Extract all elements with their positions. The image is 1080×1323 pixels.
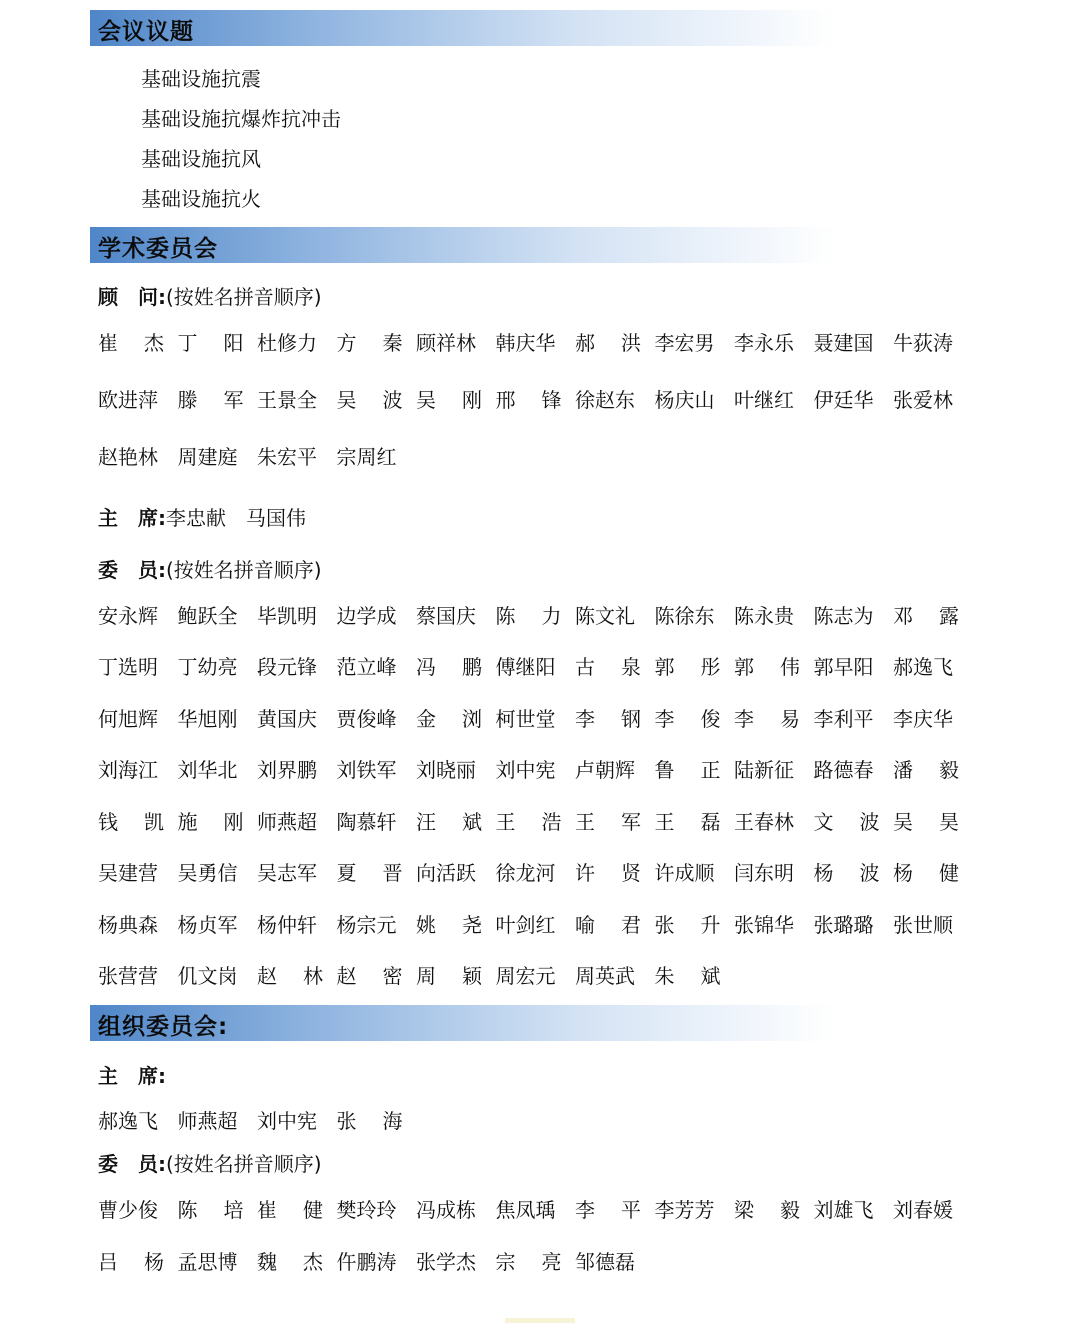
person-name: 李宏男	[654, 331, 715, 355]
person-name: 樊玲玲	[336, 1198, 397, 1222]
person-name: 周英武	[575, 964, 635, 988]
person-name: 邢 锋	[495, 388, 562, 412]
person-name: 范立峰	[336, 655, 397, 679]
person-name: 郝逸飞	[893, 655, 953, 679]
person-name: 邹德磊	[575, 1250, 635, 1274]
person-name: 宗 亮	[495, 1250, 562, 1274]
advisors-label: 顾 问:	[98, 285, 166, 309]
person-name: 杨仲轩	[257, 913, 317, 937]
person-name: 毕凯明	[257, 604, 317, 628]
person-name: 刘界鹏	[257, 758, 317, 782]
person-name: 丁选明	[98, 655, 158, 679]
person-name: 华旭刚	[177, 707, 238, 731]
person-name: 王景全	[257, 388, 317, 412]
person-name: 杨 健	[893, 861, 959, 885]
person-name: 施 刚	[177, 810, 244, 834]
person-name: 杨 波	[813, 861, 880, 885]
academic-header	[90, 227, 835, 263]
topic-item: 基础设施抗爆炸抗冲击	[141, 107, 341, 131]
person-name: 王春林	[734, 810, 794, 834]
person-name: 陈 培	[177, 1198, 244, 1222]
person-name: 朱 斌	[654, 964, 721, 988]
person-name: 张营营	[98, 964, 158, 988]
person-name: 姚 尧	[416, 913, 482, 937]
person-name: 陈徐东	[654, 604, 715, 628]
person-name: 刘晓丽	[416, 758, 476, 782]
organizing-members-label: 委 员:	[98, 1152, 166, 1176]
person-name: 郭 伟	[734, 655, 800, 679]
person-name: 仵鹏涛	[336, 1250, 397, 1274]
person-name: 宗周红	[336, 445, 397, 469]
person-name: 吴志军	[257, 861, 317, 885]
person-name: 何旭辉	[98, 707, 158, 731]
person-name: 蔡国庆	[416, 604, 476, 628]
topic-item: 基础设施抗火	[141, 187, 261, 211]
person-name: 许成顺	[654, 861, 715, 885]
person-name: 吴 波	[336, 388, 403, 412]
person-name: 郭 彤	[654, 655, 721, 679]
person-name: 王 磊	[654, 810, 721, 834]
person-name: 安永辉	[98, 604, 158, 628]
person-name: 文 波	[813, 810, 880, 834]
person-name: 钱 凯	[98, 810, 164, 834]
organizing-title: 组织委员会:	[98, 1014, 229, 1040]
topic-item: 基础设施抗震	[141, 67, 261, 91]
person-name: 李 平	[575, 1198, 641, 1222]
advisors-label-line	[98, 281, 322, 310]
person-name: 冯成栋	[416, 1198, 476, 1222]
person-name: 欧进萍	[98, 388, 158, 412]
person-name: 滕 军	[177, 388, 244, 412]
person-name: 张世顺	[893, 913, 953, 937]
person-name: 孟思博	[177, 1250, 238, 1274]
person-name: 刘海江	[98, 758, 158, 782]
person-name: 许 贤	[575, 861, 641, 885]
person-name: 刘中宪	[495, 758, 556, 782]
person-name: 卢朝辉	[575, 758, 635, 782]
person-name: 崔 健	[257, 1198, 323, 1222]
academic-chairs: 李忠献 马国伟	[166, 506, 306, 530]
person-name: 喻 君	[575, 913, 641, 937]
topics-header	[90, 10, 835, 46]
academic-members-label: 委 员:	[98, 558, 166, 582]
person-name: 师燕超	[257, 810, 317, 834]
organizing-header	[90, 1005, 835, 1041]
person-name: 郝 洪	[575, 331, 641, 355]
person-name: 杨庆山	[654, 388, 715, 412]
person-name: 张璐璐	[813, 913, 874, 937]
person-name: 徐龙河	[495, 861, 556, 885]
person-name: 傅继阳	[495, 655, 556, 679]
person-name: 汪 斌	[416, 810, 482, 834]
person-name: 路德春	[813, 758, 874, 782]
organizing-chair-line	[98, 1060, 166, 1089]
person-name: 刘华北	[177, 758, 238, 782]
person-name: 赵艳林	[98, 445, 158, 469]
person-name: 曹少俊	[98, 1198, 158, 1222]
person-name: 聂建国	[813, 331, 874, 355]
person-name: 方 秦	[336, 331, 403, 355]
person-name: 邓 露	[893, 604, 959, 628]
person-name: 刘春媛	[893, 1198, 953, 1222]
person-name: 叶剑红	[495, 913, 556, 937]
person-name: 杨典森	[98, 913, 158, 937]
person-name: 顾祥林	[416, 331, 476, 355]
person-name: 郭早阳	[813, 655, 874, 679]
organizing-members-note: (按姓名拼音顺序)	[166, 1152, 322, 1176]
person-name: 丁幼亮	[177, 655, 238, 679]
person-name: 陆新征	[734, 758, 794, 782]
person-name: 柯世堂	[495, 707, 556, 731]
person-name: 吴勇信	[177, 861, 238, 885]
person-name: 丁 阳	[177, 331, 244, 355]
person-name: 鲍跃全	[177, 604, 238, 628]
person-name: 周 颖	[416, 964, 482, 988]
person-name: 夏 晋	[336, 861, 403, 885]
person-name: 段元锋	[257, 655, 317, 679]
bottom-decoration	[505, 1318, 575, 1323]
person-name: 韩庆华	[495, 331, 556, 355]
person-name: 陈志为	[813, 604, 874, 628]
person-name: 鲁 正	[654, 758, 721, 782]
person-name: 杜修力	[257, 331, 317, 355]
person-name: 李永乐	[734, 331, 794, 355]
person-name: 陈文礼	[575, 604, 635, 628]
person-name: 吕 杨	[98, 1250, 164, 1274]
person-name: 张 海	[336, 1109, 403, 1133]
person-name: 朱宏平	[257, 445, 317, 469]
academic-members-note: (按姓名拼音顺序)	[166, 558, 322, 582]
person-name: 杨宗元	[336, 913, 397, 937]
person-name: 贾俊峰	[336, 707, 397, 731]
academic-title: 学术委员会	[98, 236, 218, 262]
person-name: 魏 杰	[257, 1250, 323, 1274]
academic-members-label-line	[98, 554, 322, 583]
person-name: 赵 密	[336, 964, 403, 988]
person-name: 崔 杰	[98, 331, 164, 355]
person-name: 李 钢	[575, 707, 641, 731]
person-name: 赵 林	[257, 964, 323, 988]
person-name: 刘铁军	[336, 758, 397, 782]
topics-title: 会议议题	[98, 19, 194, 45]
person-name: 李庆华	[893, 707, 953, 731]
person-name: 边学成	[336, 604, 397, 628]
person-name: 张爱林	[893, 388, 953, 412]
person-name: 吴 昊	[893, 810, 959, 834]
person-name: 金 浏	[416, 707, 482, 731]
person-name: 李芳芳	[654, 1198, 715, 1222]
person-name: 郝逸飞	[98, 1109, 158, 1133]
person-name: 梁 毅	[734, 1198, 800, 1222]
person-name: 王 军	[575, 810, 641, 834]
person-name: 冯 鹏	[416, 655, 482, 679]
person-name: 仉文岗	[177, 964, 238, 988]
organizing-members-label-line	[98, 1148, 322, 1177]
person-name: 师燕超	[177, 1109, 238, 1133]
person-name: 王 浩	[495, 810, 562, 834]
person-name: 潘 毅	[893, 758, 959, 782]
person-name: 李利平	[813, 707, 874, 731]
person-name: 徐赵东	[575, 388, 635, 412]
person-name: 刘雄飞	[813, 1198, 874, 1222]
person-name: 吴 刚	[416, 388, 482, 412]
person-name: 周建庭	[177, 445, 238, 469]
person-name: 周宏元	[495, 964, 556, 988]
person-name: 焦凤瑀	[495, 1198, 556, 1222]
person-name: 伊廷华	[813, 388, 874, 412]
person-name: 李 俊	[654, 707, 721, 731]
person-name: 刘中宪	[257, 1109, 317, 1133]
person-name: 叶继红	[734, 388, 794, 412]
person-name: 吴建营	[98, 861, 158, 885]
academic-chair-label: 主 席:	[98, 506, 166, 530]
person-name: 陶慕轩	[336, 810, 397, 834]
person-name: 张学杰	[416, 1250, 476, 1274]
person-name: 杨贞军	[177, 913, 238, 937]
person-name: 李 易	[734, 707, 800, 731]
advisors-note: (按姓名拼音顺序)	[166, 285, 322, 309]
person-name: 向活跃	[416, 861, 476, 885]
person-name: 陈 力	[495, 604, 562, 628]
organizing-chair-label: 主 席:	[98, 1064, 166, 1088]
person-name: 古 泉	[575, 655, 641, 679]
person-name: 黄国庆	[257, 707, 317, 731]
topic-item: 基础设施抗风	[141, 147, 261, 171]
person-name: 闫东明	[734, 861, 794, 885]
person-name: 陈永贵	[734, 604, 794, 628]
person-name: 牛荻涛	[893, 331, 953, 355]
academic-chair-line	[98, 502, 306, 531]
person-name: 张 升	[654, 913, 721, 937]
person-name: 张锦华	[734, 913, 794, 937]
